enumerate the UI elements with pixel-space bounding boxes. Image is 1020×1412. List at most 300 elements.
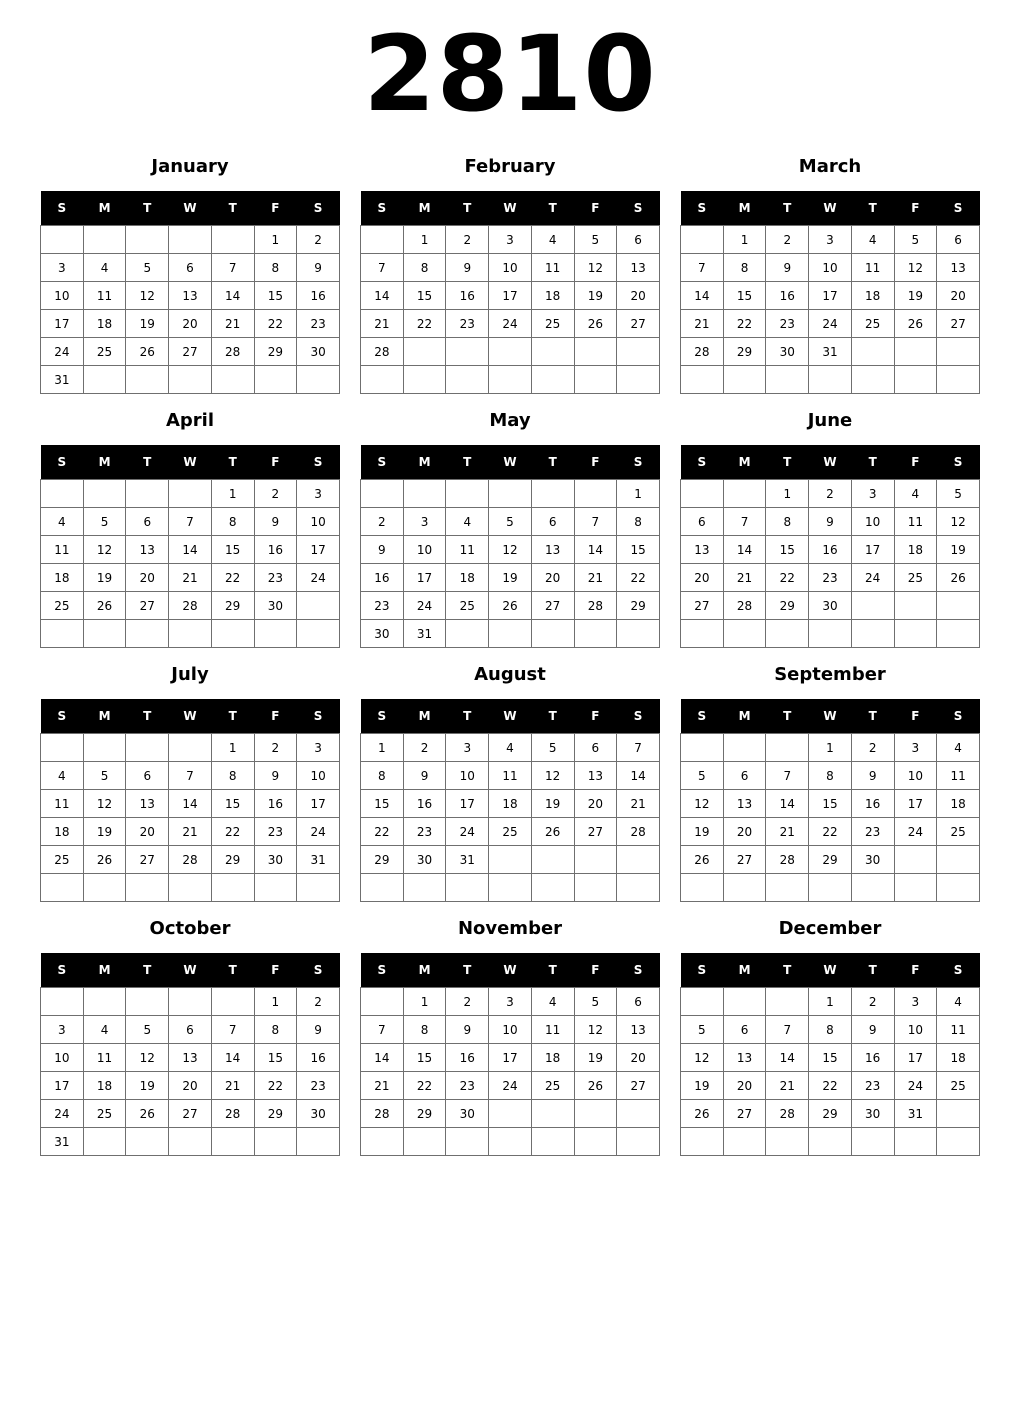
day-cell[interactable]: 22 <box>617 564 660 592</box>
day-cell[interactable]: 17 <box>489 1044 532 1072</box>
day-cell[interactable]: 19 <box>937 536 980 564</box>
day-cell[interactable]: 26 <box>681 846 724 874</box>
day-cell[interactable]: 21 <box>169 818 212 846</box>
day-cell[interactable]: 19 <box>681 1072 724 1100</box>
day-cell[interactable]: 4 <box>531 988 574 1016</box>
day-cell[interactable]: 23 <box>851 1072 894 1100</box>
day-cell[interactable]: 10 <box>297 508 340 536</box>
day-cell[interactable]: 8 <box>254 1016 297 1044</box>
day-cell[interactable]: 26 <box>126 338 169 366</box>
day-cell[interactable]: 16 <box>851 1044 894 1072</box>
day-cell[interactable]: 9 <box>254 762 297 790</box>
day-cell[interactable]: 2 <box>361 508 404 536</box>
day-cell[interactable]: 16 <box>446 1044 489 1072</box>
day-cell[interactable]: 16 <box>361 564 404 592</box>
day-cell[interactable]: 3 <box>41 1016 84 1044</box>
day-cell[interactable]: 5 <box>489 508 532 536</box>
day-cell[interactable]: 8 <box>403 1016 446 1044</box>
day-cell[interactable]: 21 <box>723 564 766 592</box>
day-cell[interactable]: 28 <box>169 846 212 874</box>
day-cell[interactable]: 7 <box>211 1016 254 1044</box>
day-cell[interactable]: 30 <box>297 338 340 366</box>
day-cell[interactable]: 23 <box>254 818 297 846</box>
day-cell[interactable]: 19 <box>574 1044 617 1072</box>
day-cell[interactable]: 28 <box>211 338 254 366</box>
day-cell[interactable]: 18 <box>531 1044 574 1072</box>
day-cell[interactable]: 3 <box>297 734 340 762</box>
day-cell[interactable]: 28 <box>211 1100 254 1128</box>
day-cell[interactable]: 14 <box>617 762 660 790</box>
day-cell[interactable]: 6 <box>169 1016 212 1044</box>
day-cell[interactable]: 19 <box>126 1072 169 1100</box>
day-cell[interactable]: 1 <box>361 734 404 762</box>
day-cell[interactable]: 15 <box>361 790 404 818</box>
day-cell[interactable]: 16 <box>766 282 809 310</box>
day-cell[interactable]: 18 <box>83 1072 126 1100</box>
day-cell[interactable]: 23 <box>809 564 852 592</box>
day-cell[interactable]: 25 <box>41 592 84 620</box>
day-cell[interactable]: 30 <box>851 846 894 874</box>
day-cell[interactable]: 8 <box>809 762 852 790</box>
day-cell[interactable]: 19 <box>681 818 724 846</box>
day-cell[interactable]: 19 <box>531 790 574 818</box>
day-cell[interactable]: 4 <box>83 254 126 282</box>
day-cell[interactable]: 18 <box>851 282 894 310</box>
day-cell[interactable]: 29 <box>254 338 297 366</box>
day-cell[interactable]: 14 <box>169 790 212 818</box>
day-cell[interactable]: 23 <box>851 818 894 846</box>
day-cell[interactable]: 26 <box>937 564 980 592</box>
day-cell[interactable]: 9 <box>297 1016 340 1044</box>
day-cell[interactable]: 30 <box>809 592 852 620</box>
day-cell[interactable]: 12 <box>894 254 937 282</box>
day-cell[interactable]: 10 <box>403 536 446 564</box>
day-cell[interactable]: 23 <box>446 1072 489 1100</box>
day-cell[interactable]: 7 <box>169 762 212 790</box>
day-cell[interactable]: 7 <box>211 254 254 282</box>
day-cell[interactable]: 4 <box>851 226 894 254</box>
day-cell[interactable]: 17 <box>489 282 532 310</box>
day-cell[interactable]: 10 <box>851 508 894 536</box>
day-cell[interactable]: 16 <box>446 282 489 310</box>
day-cell[interactable]: 20 <box>617 282 660 310</box>
day-cell[interactable]: 6 <box>681 508 724 536</box>
day-cell[interactable]: 14 <box>723 536 766 564</box>
day-cell[interactable]: 26 <box>681 1100 724 1128</box>
day-cell[interactable]: 2 <box>254 734 297 762</box>
day-cell[interactable]: 23 <box>403 818 446 846</box>
day-cell[interactable]: 1 <box>723 226 766 254</box>
day-cell[interactable]: 5 <box>83 508 126 536</box>
day-cell[interactable]: 1 <box>766 480 809 508</box>
day-cell[interactable]: 6 <box>126 762 169 790</box>
day-cell[interactable]: 27 <box>681 592 724 620</box>
day-cell[interactable]: 8 <box>254 254 297 282</box>
day-cell[interactable]: 25 <box>937 818 980 846</box>
day-cell[interactable]: 14 <box>681 282 724 310</box>
day-cell[interactable]: 24 <box>403 592 446 620</box>
day-cell[interactable]: 12 <box>126 1044 169 1072</box>
day-cell[interactable]: 2 <box>403 734 446 762</box>
day-cell[interactable]: 3 <box>894 734 937 762</box>
day-cell[interactable]: 14 <box>211 282 254 310</box>
day-cell[interactable]: 5 <box>681 762 724 790</box>
day-cell[interactable]: 1 <box>254 226 297 254</box>
day-cell[interactable]: 3 <box>41 254 84 282</box>
day-cell[interactable]: 27 <box>617 310 660 338</box>
day-cell[interactable]: 4 <box>41 508 84 536</box>
day-cell[interactable]: 7 <box>723 508 766 536</box>
day-cell[interactable]: 28 <box>361 338 404 366</box>
day-cell[interactable]: 24 <box>297 564 340 592</box>
day-cell[interactable]: 11 <box>851 254 894 282</box>
day-cell[interactable]: 6 <box>574 734 617 762</box>
day-cell[interactable]: 19 <box>83 818 126 846</box>
day-cell[interactable]: 27 <box>723 1100 766 1128</box>
day-cell[interactable]: 12 <box>126 282 169 310</box>
day-cell[interactable]: 26 <box>489 592 532 620</box>
day-cell[interactable]: 10 <box>894 1016 937 1044</box>
day-cell[interactable]: 25 <box>937 1072 980 1100</box>
day-cell[interactable]: 16 <box>297 282 340 310</box>
day-cell[interactable]: 25 <box>531 1072 574 1100</box>
day-cell[interactable]: 19 <box>126 310 169 338</box>
day-cell[interactable]: 17 <box>851 536 894 564</box>
day-cell[interactable]: 24 <box>41 338 84 366</box>
day-cell[interactable]: 12 <box>574 254 617 282</box>
day-cell[interactable]: 11 <box>41 536 84 564</box>
day-cell[interactable]: 24 <box>851 564 894 592</box>
day-cell[interactable]: 20 <box>937 282 980 310</box>
day-cell[interactable]: 28 <box>723 592 766 620</box>
day-cell[interactable]: 22 <box>723 310 766 338</box>
day-cell[interactable]: 29 <box>403 1100 446 1128</box>
day-cell[interactable]: 4 <box>489 734 532 762</box>
day-cell[interactable]: 1 <box>403 988 446 1016</box>
day-cell[interactable]: 25 <box>41 846 84 874</box>
day-cell[interactable]: 26 <box>531 818 574 846</box>
day-cell[interactable]: 11 <box>489 762 532 790</box>
day-cell[interactable]: 3 <box>297 480 340 508</box>
day-cell[interactable]: 11 <box>894 508 937 536</box>
day-cell[interactable]: 14 <box>574 536 617 564</box>
day-cell[interactable]: 24 <box>489 310 532 338</box>
day-cell[interactable]: 29 <box>211 592 254 620</box>
day-cell[interactable]: 30 <box>851 1100 894 1128</box>
day-cell[interactable]: 2 <box>766 226 809 254</box>
day-cell[interactable]: 13 <box>531 536 574 564</box>
day-cell[interactable]: 7 <box>361 1016 404 1044</box>
day-cell[interactable]: 6 <box>126 508 169 536</box>
day-cell[interactable]: 2 <box>254 480 297 508</box>
day-cell[interactable]: 6 <box>169 254 212 282</box>
day-cell[interactable]: 9 <box>766 254 809 282</box>
day-cell[interactable]: 1 <box>211 480 254 508</box>
day-cell[interactable]: 21 <box>361 310 404 338</box>
day-cell[interactable]: 15 <box>403 1044 446 1072</box>
day-cell[interactable]: 22 <box>809 818 852 846</box>
day-cell[interactable]: 14 <box>361 282 404 310</box>
day-cell[interactable]: 29 <box>254 1100 297 1128</box>
day-cell[interactable]: 30 <box>361 620 404 648</box>
day-cell[interactable]: 17 <box>41 310 84 338</box>
day-cell[interactable]: 4 <box>83 1016 126 1044</box>
day-cell[interactable]: 20 <box>617 1044 660 1072</box>
day-cell[interactable]: 30 <box>297 1100 340 1128</box>
day-cell[interactable]: 24 <box>809 310 852 338</box>
day-cell[interactable]: 12 <box>937 508 980 536</box>
day-cell[interactable]: 5 <box>574 988 617 1016</box>
day-cell[interactable]: 2 <box>446 226 489 254</box>
day-cell[interactable]: 25 <box>531 310 574 338</box>
day-cell[interactable]: 7 <box>361 254 404 282</box>
day-cell[interactable]: 10 <box>41 1044 84 1072</box>
day-cell[interactable]: 25 <box>446 592 489 620</box>
day-cell[interactable]: 3 <box>403 508 446 536</box>
day-cell[interactable]: 10 <box>297 762 340 790</box>
day-cell[interactable]: 7 <box>681 254 724 282</box>
day-cell[interactable]: 5 <box>531 734 574 762</box>
day-cell[interactable]: 22 <box>254 1072 297 1100</box>
day-cell[interactable]: 27 <box>531 592 574 620</box>
day-cell[interactable]: 9 <box>297 254 340 282</box>
day-cell[interactable]: 16 <box>254 536 297 564</box>
day-cell[interactable]: 26 <box>574 1072 617 1100</box>
day-cell[interactable]: 21 <box>211 1072 254 1100</box>
day-cell[interactable]: 14 <box>211 1044 254 1072</box>
day-cell[interactable]: 22 <box>254 310 297 338</box>
day-cell[interactable]: 17 <box>41 1072 84 1100</box>
day-cell[interactable]: 12 <box>681 790 724 818</box>
day-cell[interactable]: 11 <box>531 1016 574 1044</box>
day-cell[interactable]: 25 <box>851 310 894 338</box>
day-cell[interactable]: 13 <box>169 1044 212 1072</box>
day-cell[interactable]: 27 <box>723 846 766 874</box>
day-cell[interactable]: 28 <box>766 1100 809 1128</box>
day-cell[interactable]: 12 <box>574 1016 617 1044</box>
day-cell[interactable]: 30 <box>446 1100 489 1128</box>
day-cell[interactable]: 12 <box>531 762 574 790</box>
day-cell[interactable]: 12 <box>681 1044 724 1072</box>
day-cell[interactable]: 29 <box>809 1100 852 1128</box>
day-cell[interactable]: 15 <box>617 536 660 564</box>
day-cell[interactable]: 19 <box>489 564 532 592</box>
day-cell[interactable]: 31 <box>297 846 340 874</box>
day-cell[interactable]: 1 <box>617 480 660 508</box>
day-cell[interactable]: 11 <box>531 254 574 282</box>
day-cell[interactable]: 4 <box>446 508 489 536</box>
day-cell[interactable]: 22 <box>766 564 809 592</box>
day-cell[interactable]: 23 <box>254 564 297 592</box>
day-cell[interactable]: 5 <box>83 762 126 790</box>
day-cell[interactable]: 8 <box>766 508 809 536</box>
day-cell[interactable]: 15 <box>809 1044 852 1072</box>
day-cell[interactable]: 9 <box>809 508 852 536</box>
day-cell[interactable]: 30 <box>254 592 297 620</box>
day-cell[interactable]: 6 <box>617 226 660 254</box>
day-cell[interactable]: 20 <box>169 310 212 338</box>
day-cell[interactable]: 29 <box>809 846 852 874</box>
day-cell[interactable]: 18 <box>41 564 84 592</box>
day-cell[interactable]: 7 <box>574 508 617 536</box>
day-cell[interactable]: 4 <box>41 762 84 790</box>
day-cell[interactable]: 28 <box>681 338 724 366</box>
day-cell[interactable]: 13 <box>723 1044 766 1072</box>
day-cell[interactable]: 1 <box>809 988 852 1016</box>
day-cell[interactable]: 13 <box>574 762 617 790</box>
day-cell[interactable]: 23 <box>766 310 809 338</box>
day-cell[interactable]: 29 <box>617 592 660 620</box>
day-cell[interactable]: 11 <box>83 1044 126 1072</box>
day-cell[interactable]: 20 <box>531 564 574 592</box>
day-cell[interactable]: 22 <box>403 310 446 338</box>
day-cell[interactable]: 25 <box>83 338 126 366</box>
day-cell[interactable]: 21 <box>766 1072 809 1100</box>
day-cell[interactable]: 5 <box>937 480 980 508</box>
day-cell[interactable]: 28 <box>361 1100 404 1128</box>
day-cell[interactable]: 2 <box>297 988 340 1016</box>
day-cell[interactable]: 18 <box>894 536 937 564</box>
day-cell[interactable]: 30 <box>403 846 446 874</box>
day-cell[interactable]: 3 <box>446 734 489 762</box>
day-cell[interactable]: 28 <box>574 592 617 620</box>
day-cell[interactable]: 27 <box>169 1100 212 1128</box>
day-cell[interactable]: 25 <box>894 564 937 592</box>
day-cell[interactable]: 20 <box>126 564 169 592</box>
day-cell[interactable]: 17 <box>297 536 340 564</box>
day-cell[interactable]: 7 <box>766 762 809 790</box>
day-cell[interactable]: 20 <box>723 818 766 846</box>
day-cell[interactable]: 22 <box>211 818 254 846</box>
day-cell[interactable]: 7 <box>766 1016 809 1044</box>
day-cell[interactable]: 24 <box>894 818 937 846</box>
day-cell[interactable]: 9 <box>403 762 446 790</box>
day-cell[interactable]: 8 <box>617 508 660 536</box>
day-cell[interactable]: 26 <box>574 310 617 338</box>
day-cell[interactable]: 13 <box>126 536 169 564</box>
day-cell[interactable]: 2 <box>297 226 340 254</box>
day-cell[interactable]: 4 <box>894 480 937 508</box>
day-cell[interactable]: 24 <box>446 818 489 846</box>
day-cell[interactable]: 10 <box>894 762 937 790</box>
day-cell[interactable]: 29 <box>723 338 766 366</box>
day-cell[interactable]: 10 <box>41 282 84 310</box>
day-cell[interactable]: 5 <box>126 254 169 282</box>
day-cell[interactable]: 21 <box>169 564 212 592</box>
day-cell[interactable]: 11 <box>937 762 980 790</box>
day-cell[interactable]: 11 <box>937 1016 980 1044</box>
day-cell[interactable]: 17 <box>297 790 340 818</box>
day-cell[interactable]: 16 <box>403 790 446 818</box>
day-cell[interactable]: 27 <box>617 1072 660 1100</box>
day-cell[interactable]: 28 <box>617 818 660 846</box>
day-cell[interactable]: 23 <box>297 1072 340 1100</box>
day-cell[interactable]: 23 <box>446 310 489 338</box>
day-cell[interactable]: 29 <box>361 846 404 874</box>
day-cell[interactable]: 22 <box>361 818 404 846</box>
day-cell[interactable]: 9 <box>851 762 894 790</box>
day-cell[interactable]: 13 <box>169 282 212 310</box>
day-cell[interactable]: 1 <box>211 734 254 762</box>
day-cell[interactable]: 16 <box>254 790 297 818</box>
day-cell[interactable]: 8 <box>361 762 404 790</box>
day-cell[interactable]: 18 <box>83 310 126 338</box>
day-cell[interactable]: 14 <box>766 1044 809 1072</box>
day-cell[interactable]: 9 <box>446 1016 489 1044</box>
day-cell[interactable]: 6 <box>617 988 660 1016</box>
day-cell[interactable]: 13 <box>617 254 660 282</box>
day-cell[interactable]: 20 <box>723 1072 766 1100</box>
day-cell[interactable]: 14 <box>361 1044 404 1072</box>
day-cell[interactable]: 7 <box>169 508 212 536</box>
day-cell[interactable]: 8 <box>211 762 254 790</box>
day-cell[interactable]: 12 <box>83 536 126 564</box>
day-cell[interactable]: 27 <box>937 310 980 338</box>
day-cell[interactable]: 19 <box>83 564 126 592</box>
day-cell[interactable]: 17 <box>894 1044 937 1072</box>
day-cell[interactable]: 23 <box>361 592 404 620</box>
day-cell[interactable]: 13 <box>617 1016 660 1044</box>
day-cell[interactable]: 21 <box>361 1072 404 1100</box>
day-cell[interactable]: 18 <box>446 564 489 592</box>
day-cell[interactable]: 6 <box>531 508 574 536</box>
day-cell[interactable]: 5 <box>574 226 617 254</box>
day-cell[interactable]: 9 <box>361 536 404 564</box>
day-cell[interactable]: 31 <box>809 338 852 366</box>
day-cell[interactable]: 31 <box>894 1100 937 1128</box>
day-cell[interactable]: 8 <box>211 508 254 536</box>
day-cell[interactable]: 4 <box>531 226 574 254</box>
day-cell[interactable]: 3 <box>489 226 532 254</box>
day-cell[interactable]: 2 <box>809 480 852 508</box>
day-cell[interactable]: 24 <box>894 1072 937 1100</box>
day-cell[interactable]: 17 <box>894 790 937 818</box>
day-cell[interactable]: 11 <box>41 790 84 818</box>
day-cell[interactable]: 20 <box>126 818 169 846</box>
day-cell[interactable]: 18 <box>531 282 574 310</box>
day-cell[interactable]: 4 <box>937 988 980 1016</box>
day-cell[interactable]: 25 <box>83 1100 126 1128</box>
day-cell[interactable]: 20 <box>681 564 724 592</box>
day-cell[interactable]: 24 <box>41 1100 84 1128</box>
day-cell[interactable]: 18 <box>937 1044 980 1072</box>
day-cell[interactable]: 26 <box>894 310 937 338</box>
day-cell[interactable]: 21 <box>211 310 254 338</box>
day-cell[interactable]: 25 <box>489 818 532 846</box>
day-cell[interactable]: 15 <box>809 790 852 818</box>
day-cell[interactable]: 26 <box>126 1100 169 1128</box>
day-cell[interactable]: 27 <box>574 818 617 846</box>
day-cell[interactable]: 15 <box>403 282 446 310</box>
day-cell[interactable]: 19 <box>574 282 617 310</box>
day-cell[interactable]: 18 <box>489 790 532 818</box>
day-cell[interactable]: 9 <box>446 254 489 282</box>
day-cell[interactable]: 27 <box>126 846 169 874</box>
day-cell[interactable]: 11 <box>83 282 126 310</box>
day-cell[interactable]: 24 <box>297 818 340 846</box>
day-cell[interactable]: 26 <box>83 592 126 620</box>
day-cell[interactable]: 23 <box>297 310 340 338</box>
day-cell[interactable]: 3 <box>894 988 937 1016</box>
day-cell[interactable]: 14 <box>169 536 212 564</box>
day-cell[interactable]: 17 <box>403 564 446 592</box>
day-cell[interactable]: 3 <box>489 988 532 1016</box>
day-cell[interactable]: 9 <box>851 1016 894 1044</box>
day-cell[interactable]: 6 <box>723 762 766 790</box>
day-cell[interactable]: 30 <box>254 846 297 874</box>
day-cell[interactable]: 10 <box>809 254 852 282</box>
day-cell[interactable]: 15 <box>254 282 297 310</box>
